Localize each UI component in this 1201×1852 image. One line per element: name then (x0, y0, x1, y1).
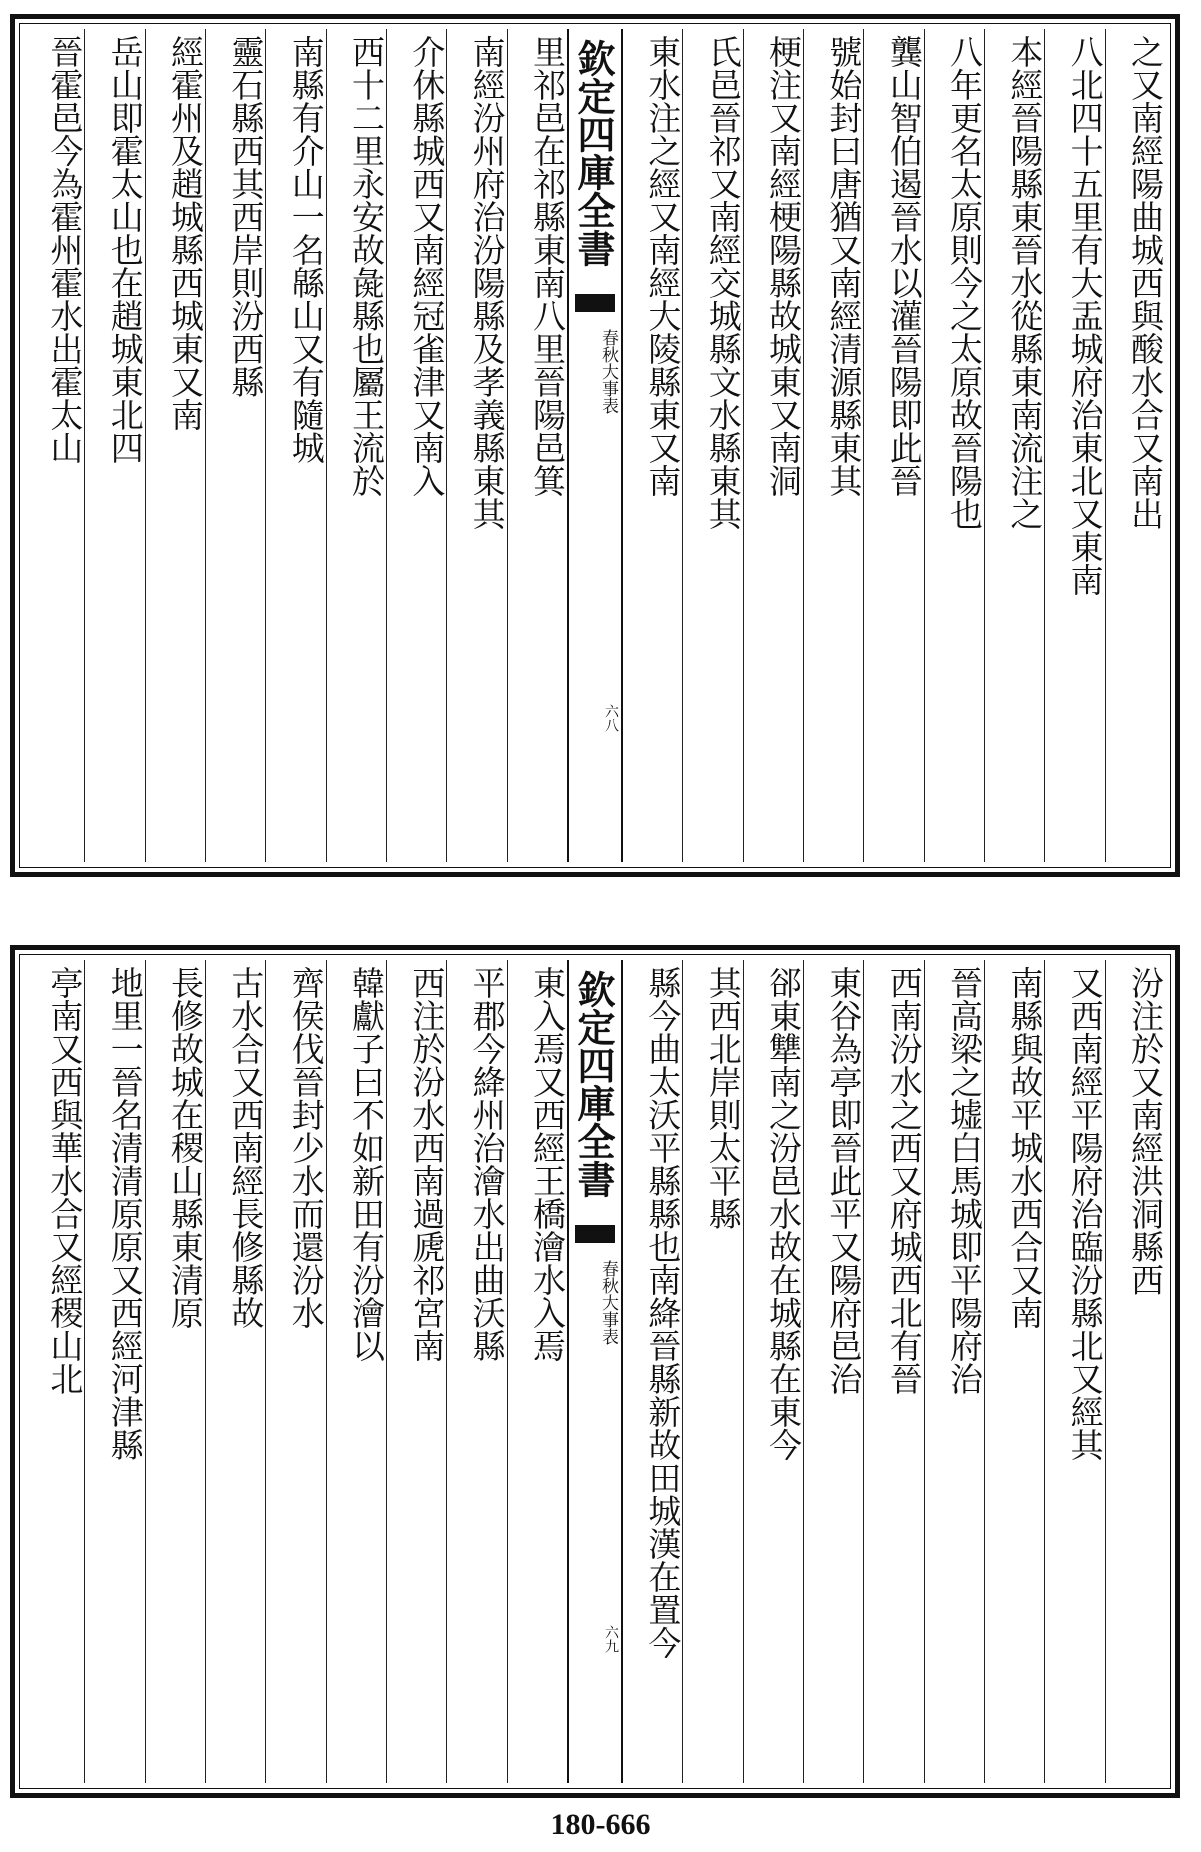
book-subtitle: 春秋大事表 (598, 1260, 618, 1345)
text-column: 八北四十五里有大盂城府治東北又東南 (1044, 29, 1104, 862)
text-column: 地里一晉名清清原原又西經河津縣 (84, 960, 144, 1783)
text-column: 其西北岸則太平縣 (682, 960, 742, 1783)
left-half (25, 29, 567, 862)
text-column: 南縣與故平城水西合又南 (984, 960, 1044, 1783)
text-column: 古水合又西南經長修縣故 (205, 960, 265, 1783)
text-column: 靈石縣西其西岸則汾西縣 (205, 29, 265, 862)
page-top (10, 14, 1180, 877)
text-column: 齊侯伐晉封少水而還汾水 (265, 960, 325, 1783)
text-column: 經霍州及趙城縣西城東又南 (145, 29, 205, 862)
text-column: 汾注於又南經洪洞縣西 (1105, 960, 1165, 1783)
center-fold (567, 960, 623, 1783)
book-title: 欽定四庫全書 (571, 970, 616, 1198)
fish-tail-mark (575, 294, 615, 312)
text-column: 龔山智伯遏晉水以灌晉陽即此晉 (863, 29, 923, 862)
text-column: 八年更名太原則今之太原故晉陽也 (924, 29, 984, 862)
page-number: 六九 (603, 1625, 619, 1653)
footer-page-code: 180-666 (550, 1808, 651, 1841)
text-column: 之又南經陽曲城西與酸水合又南出 (1105, 29, 1165, 862)
fish-tail-mark (575, 1225, 615, 1243)
text-column: 亭南又西與華水合又經稷山北 (45, 966, 85, 1395)
text-column: 縣今曲太沃平縣縣也南絳晉縣新故田城漢在置今 (643, 966, 683, 1659)
text-column: 南縣有介山一名緜山又有隨城 (265, 29, 325, 862)
text-column: 韓獻子曰不如新田有汾澮以 (326, 960, 386, 1783)
text-column: 平郡今絳州治澮水出曲沃縣 (446, 960, 506, 1783)
text-column: 東水注之經又南經大陵縣東又南 (643, 35, 683, 497)
text-column: 梗注又南經梗陽縣故城東又南洞 (743, 29, 803, 862)
book-title: 欽定四庫全書 (571, 39, 616, 267)
text-column: 西注於汾水西南過虒祁宮南 (386, 960, 446, 1783)
text-column: 號始封曰唐猶又南經清源縣東其 (803, 29, 863, 862)
text-column: 氏邑晉祁又南經交城縣文水縣東其 (682, 29, 742, 862)
text-column: 東谷為亭即晉此平又陽府邑治 (803, 960, 863, 1783)
center-fold (567, 29, 623, 862)
text-column: 晉高梁之墟白馬城即平陽府治 (924, 960, 984, 1783)
text-column: 本經晉陽縣東晉水從縣東南流注之 (984, 29, 1044, 862)
text-column: 晉霍邑今為霍州霍水出霍太山 (45, 35, 85, 464)
text-column: 東入焉又西經王橋澮水入焉 (507, 960, 567, 1783)
text-column: 岳山即霍太山也在趙城東北四 (84, 29, 144, 862)
page-bottom (10, 945, 1180, 1798)
text-column: 郤東犨南之汾邑水故在城縣在東今 (743, 960, 803, 1783)
text-column: 又西南經平陽府治臨汾縣北又經其 (1044, 960, 1104, 1783)
text-column: 南經汾州府治汾陽縣及孝義縣東其 (446, 29, 506, 862)
text-column: 西南汾水之西又府城西北有晉 (863, 960, 923, 1783)
page-number: 六八 (603, 704, 619, 732)
right-half (623, 29, 1165, 862)
text-column: 長修故城在稷山縣東清原 (145, 960, 205, 1783)
text-column: 西十二里永安故彘縣也屬王流於 (326, 29, 386, 862)
right-half (623, 960, 1165, 1783)
book-subtitle: 春秋大事表 (598, 329, 618, 414)
left-half (25, 960, 567, 1783)
text-column: 介休縣城西又南經冠雀津又南入 (386, 29, 446, 862)
text-column: 里祁邑在祁縣東南八里晉陽邑箕 (507, 29, 567, 862)
